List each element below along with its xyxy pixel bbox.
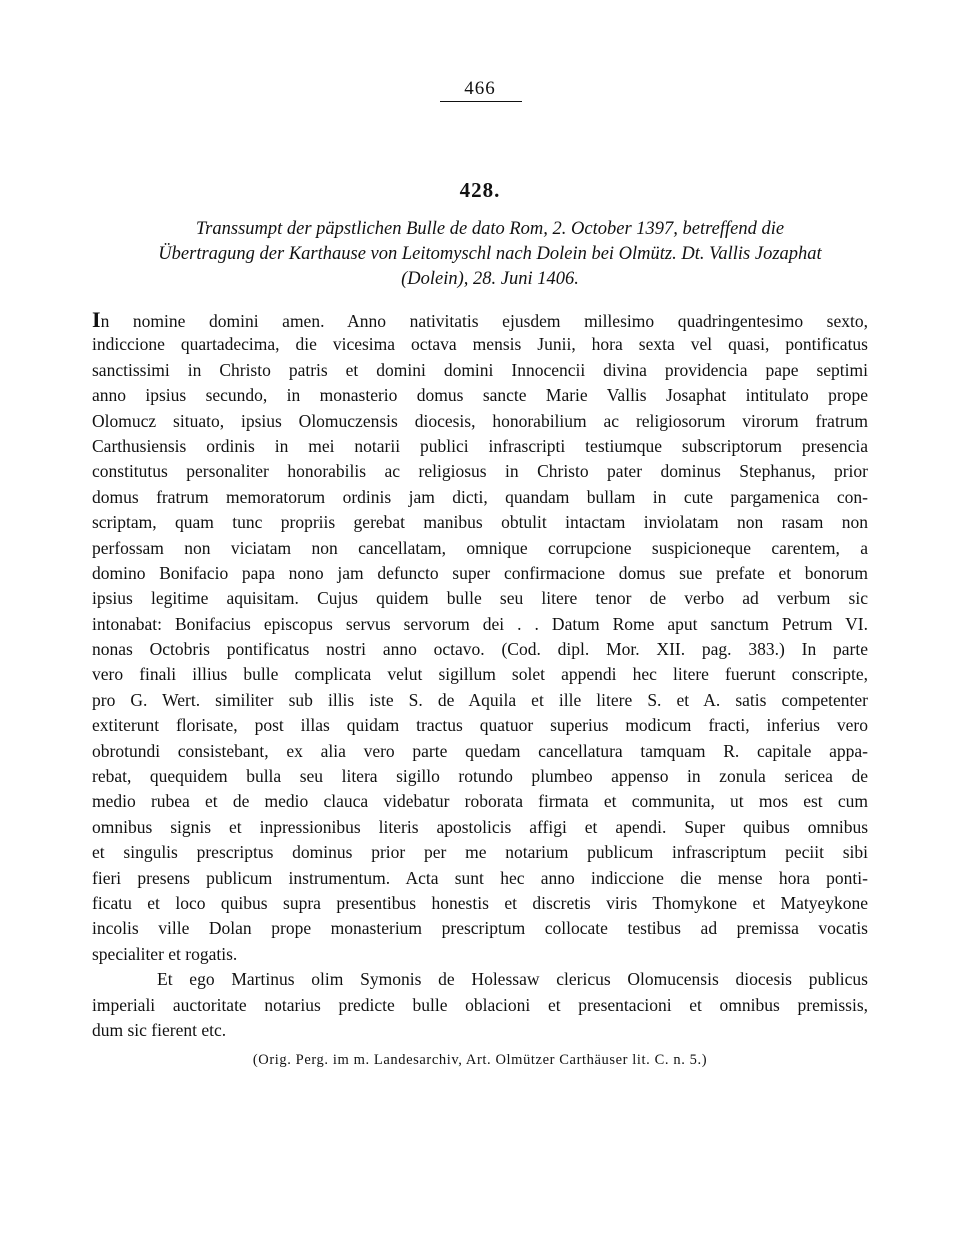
text-line: fieri presens publicum instrumentum. Acta sunt hec anno indiccione die mense hora ponti- xyxy=(92,867,868,888)
text-line: constitutus personaliter honorabilis ac religiosus in Christo pater dominus Stephanus, prior xyxy=(92,461,868,482)
text-line: indiccione quartadecima, die vicesima octava mensis Junii, hora sexta vel quasi, pontificatus xyxy=(92,334,868,355)
initial-letter: I xyxy=(92,307,101,332)
text-line: specialiter et rogatis. xyxy=(92,943,238,964)
page-number-rule xyxy=(440,101,522,102)
source-note: (Orig. Perg. im m. Landesarchiv, Art. Olmützer Carthäuser lit. C. n. 5.) xyxy=(252,1052,708,1068)
document-number: 428. xyxy=(459,178,501,202)
text-line: pro G. Wert. similiter sub illis iste S. de Aquila et ille litere S. et A. satis competenter xyxy=(92,689,868,710)
text-line: et singulis prescriptus dominus prior per me notarium publicum infrascriptum peciit sibi xyxy=(92,842,868,863)
text-line: rebat, quequidem bulla seu litera sigillo rotundo plumbeo appenso in zonula sericea de xyxy=(92,766,868,787)
text-line: perfossam non viciatam non cancellatam, omnique corrupcione suspicioneque carentem, a xyxy=(92,537,868,558)
paragraph-1 xyxy=(92,307,868,967)
document-heading xyxy=(110,217,870,292)
text-line: ficatu et loco quibus supra presentibus honestis et discretis viris Thomykone et Matyeykone xyxy=(92,892,868,913)
body-text xyxy=(92,307,868,1043)
text-line: dum sic fierent etc. xyxy=(92,1019,227,1040)
text-line: incolis ville Dolan prope monasterium prescriptum collocate testibus ad premissa vocatis xyxy=(92,918,868,939)
heading-line: Übertragung der Karthause von Leitomyschl nach Dolein bei Olmütz. Dt. Vallis Jozaphat xyxy=(158,244,822,264)
text-line: obrotundi consistebant, ex alia vero parte quedam cancellatura tamquam R. capitale appa- xyxy=(92,740,868,761)
text-line: anno ipsius secundo, in monasterio domus sancte Marie Vallis Josaphat intitulato prope xyxy=(92,385,868,406)
text-line: intonabat: Bonifacius episcopus servus servorum dei . . Datum Rome aput sanctum Petrum VI. xyxy=(92,613,868,634)
text-line: Et ego Martinus olim Symonis de Holessaw clericus Olomucensis diocesis publicus xyxy=(157,969,868,990)
heading-line: (Dolein), 28. Juni 1406. xyxy=(401,269,579,289)
paragraph-2 xyxy=(92,967,868,1043)
heading-line: Transsumpt der päpstlichen Bulle de dato Rom, 2. October 1397, betreffend die xyxy=(195,219,785,239)
page-number: 466 xyxy=(464,78,496,99)
text-line: vero finali illius bulle complicata velut sigillum solet appendi hec litere fuerunt conscripte, xyxy=(92,664,868,685)
text-line-content: n nomine domini amen. Anno nativitatis ejusdem millesimo quadringentesimo sexto, xyxy=(100,311,868,331)
text-line: domino Bonifacio papa nono jam defuncto super confirmacione domus sue prefate et bonorum xyxy=(92,562,868,583)
text-line: medio rubea et de medio clauca videbatur roborata firmata et communita, ut mos est cum xyxy=(92,791,868,812)
text-line: nonas Octobris pontificatus nostri anno octavo. (Cod. dipl. Mor. XII. pag. 383.) In parte xyxy=(92,639,868,660)
text-line: sanctissimi in Christo patris et domini domini Innocencii divina providencia pape septimi xyxy=(92,359,868,380)
text-line: omnibus signis et inpressionibus literis apostolicis affigi et apendi. Super quibus omnibus xyxy=(92,816,868,837)
text-line: extiterunt florisate, post illas quidam tractus quatuor superius modicum fracti, inferius vero xyxy=(92,715,868,736)
text-line: Olomucz situato, ipsius Olomuczensis diocesis, honorabilium ac religiosorum virorum fratrum xyxy=(92,410,868,431)
text-line xyxy=(92,307,868,332)
text-line: ipsius legitime aquisitam. Cujus quidem bulle seu litere tenor de verbo ad verbum sic xyxy=(92,588,868,609)
text-line: domus fratrum memoratorum ordinis jam dicti, quandam bullam in cute pargamenica con- xyxy=(92,486,868,507)
text-line: imperiali auctoritate notarius predicte bulle oblacioni et presentacioni et omnibus premissis, xyxy=(92,994,868,1015)
text-line: Carthusiensis ordinis in mei notarii publici infrascripti testiumque subscriptorum presencia xyxy=(92,435,868,456)
text-line: scriptam, quam tunc propriis gerebat manibus obtulit intactam inviolatam non rasam non xyxy=(92,512,868,533)
